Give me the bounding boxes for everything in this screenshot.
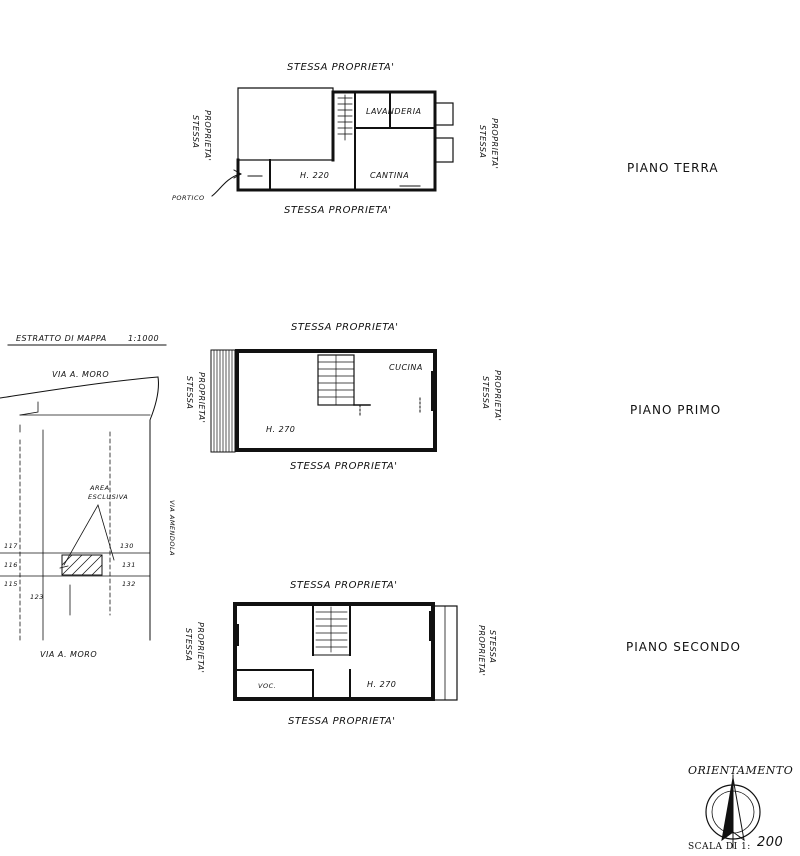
parcel-131-label: 131 (122, 561, 136, 569)
same-property-left-second-1: STESSA (184, 628, 193, 662)
same-property-right-first-2: PROPRIETA' (493, 370, 502, 422)
map-extract-title: ESTRATTO DI MAPPA (16, 334, 107, 343)
ground-height-label: H. 220 (300, 171, 330, 180)
porch-label: PORTICO (172, 194, 205, 202)
same-property-top-first: STESSA PROPRIETA' (291, 322, 399, 333)
same-property-left-ground-2: PROPRIETA' (203, 110, 212, 162)
second-floor-title: PIANO SECONDO (626, 640, 741, 654)
parcel-117-label: 117 (4, 542, 18, 550)
same-property-bottom-ground: STESSA PROPRIETA' (284, 205, 392, 216)
street-top-label: VIA A. MORO (52, 370, 110, 379)
map-extract-sketch (0, 345, 166, 640)
ground-floor-plan (212, 88, 453, 196)
parcel-115-label: 115 (4, 580, 18, 588)
first-height-label: H. 270 (266, 425, 296, 434)
exclusive-area-label-2: ESCLUSIVA (88, 493, 129, 501)
same-property-bottom-second: STESSA PROPRIETA' (288, 716, 396, 727)
street-side-label: VIA AMENDOLA (168, 500, 176, 557)
same-property-top-ground: STESSA PROPRIETA' (287, 62, 395, 73)
parcel-116-label: 116 (4, 561, 18, 569)
parcel-130-label: 130 (120, 542, 134, 550)
same-property-right-second-2: PROPRIETA' (477, 625, 486, 677)
room-laundry-label: LAVANDERIA (366, 107, 422, 116)
same-property-bottom-first: STESSA PROPRIETA' (290, 461, 398, 472)
same-property-top-second: STESSA PROPRIETA' (290, 580, 398, 591)
first-floor-title: PIANO PRIMO (630, 403, 722, 417)
room-void-label: VOC. (258, 682, 277, 690)
same-property-right-first-1: STESSA (481, 376, 490, 410)
orientation-label: ORIENTAMENTO (688, 764, 794, 777)
ground-floor-title: PIANO TERRA (627, 161, 719, 175)
same-property-left-second-2: PROPRIETA' (196, 622, 205, 674)
street-bottom-label: VIA A. MORO (40, 650, 98, 659)
scale-label: SCALA DI 1: (688, 842, 751, 852)
parcel-132-label: 132 (122, 580, 136, 588)
parcel-123-label: 123 (30, 593, 44, 601)
same-property-right-ground-1: STESSA (478, 125, 487, 159)
room-kitchen-label: CUCINA (389, 363, 423, 372)
same-property-right-ground-2: PROPRIETA' (490, 118, 499, 170)
same-property-left-first-2: PROPRIETA' (197, 372, 206, 424)
scale-value: 200 (757, 835, 784, 850)
map-extract-scale: 1:1000 (128, 334, 160, 343)
exclusive-area-label-1: AREA (90, 484, 110, 492)
same-property-right-second-1: STESSA (488, 630, 497, 664)
second-height-label: H. 270 (367, 680, 397, 689)
same-property-left-ground-1: STESSA (191, 115, 200, 149)
north-arrow (706, 775, 760, 848)
room-cellar-label: CANTINA (370, 171, 410, 180)
same-property-left-first-1: STESSA (185, 376, 194, 410)
